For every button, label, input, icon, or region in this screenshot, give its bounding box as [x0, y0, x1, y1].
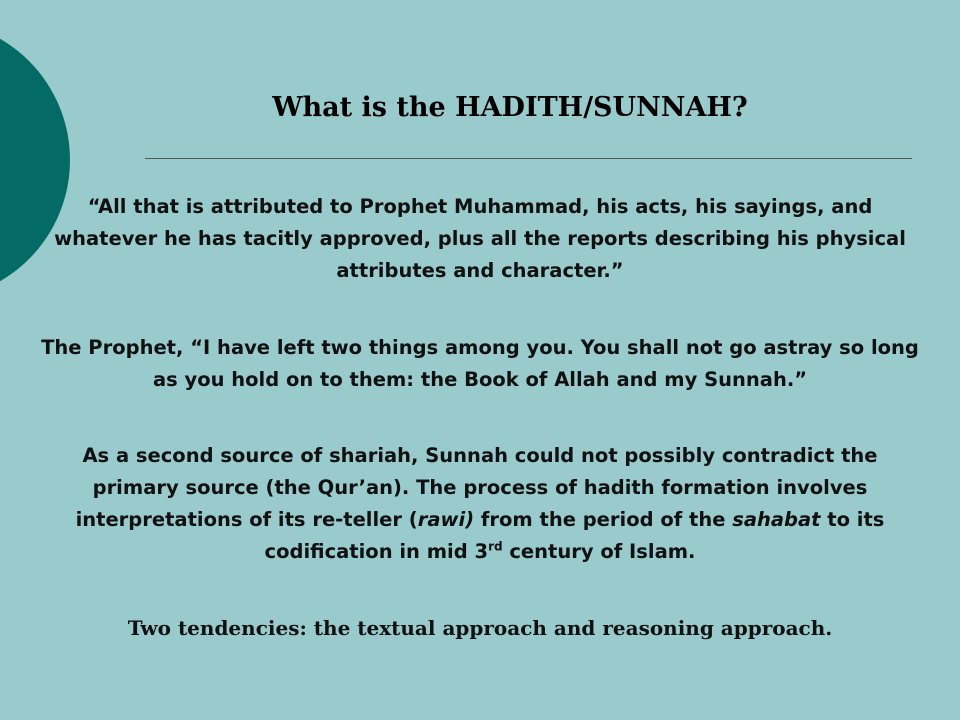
ordinal-suffix: rd — [488, 539, 503, 554]
definition-paragraph: “All that is attributed to Prophet Muhammad, his acts, his sayings, and whatever he has tacitly approved, plus all the reports describing his physical attributes and character.” — [54, 195, 906, 282]
sahabat-term: sahabat — [732, 508, 821, 531]
slide-title: What is the HADITH/SUNNAH? — [272, 92, 748, 123]
rawi-term: rawi) — [417, 508, 475, 531]
tendencies-paragraph: Two tendencies: the textual approach and reasoning approach. — [127, 616, 833, 640]
source-paragraph — [40, 440, 920, 568]
prophet-quote-paragraph: The Prophet, “I have left two things among you. You shall not go astray so long as you hold on to them: the Book of Allah and my Sunnah.” — [41, 336, 919, 391]
source-text-part-2: from the period of the — [474, 508, 733, 531]
source-text-part-1: As a second source of shariah, Sunnah could not possibly contradict the primary source (the Qur’an). The process of hadith formation involves interpretations of its re-teller ( — [75, 444, 878, 531]
source-text-part-4: century of Islam. — [502, 540, 696, 563]
title-divider — [145, 158, 912, 159]
source-text-part-3: to its codification in mid 3 — [264, 508, 885, 563]
